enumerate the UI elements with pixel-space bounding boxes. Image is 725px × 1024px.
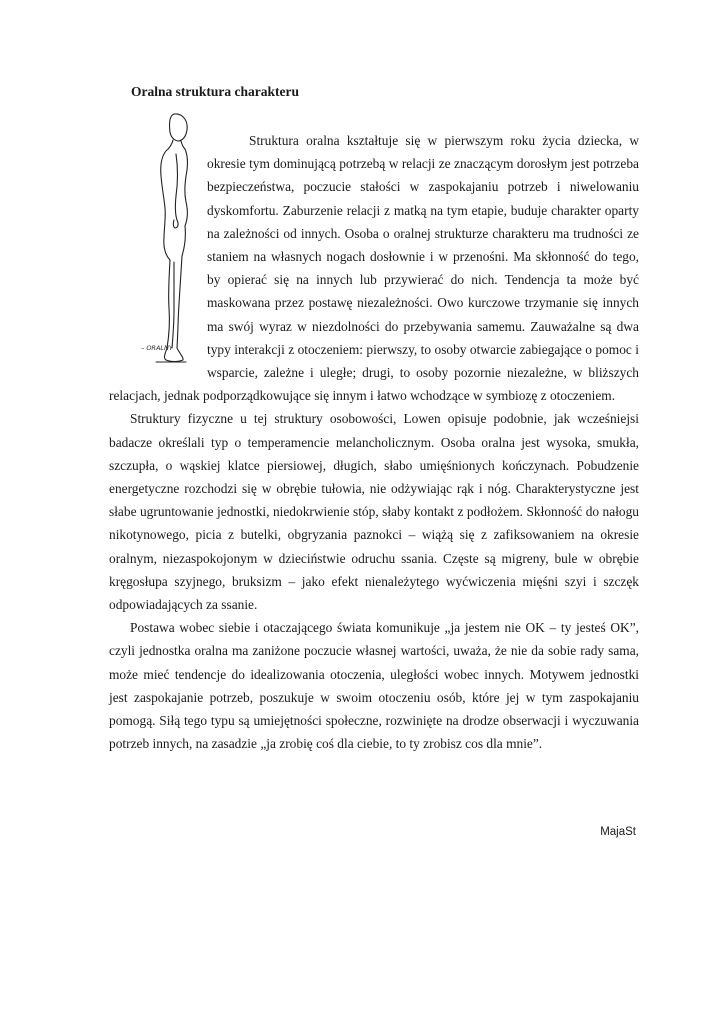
paragraph-3: Postawa wobec siebie i otaczającego świata komunikuje „ja jestem nie OK – ty jesteś OK”, czyli jednostka oralna ma zaniżone poczucie własnej wartości, uważa, że nie da sobie rady sama, może mieć tendencje do idealizowania otoczenia, uległości wobec innych. Motywem jednostki jest zaspokajanie potrzeb, poszukuje w swoim otoczeniu osób, które jej w tym zaspokajaniu pomogą. Siłą tego typu są umiejętności społeczne, rozwinięte na drodze obserwacji i wyczuwania potrzeb innych, na zasadzie „ja zrobię coś dla ciebie, to ty zrobisz cos dla mnie”. bbox=[109, 620, 639, 752]
figure-caption: – ORALNY bbox=[141, 344, 173, 352]
document-title: Oralna struktura charakteru bbox=[131, 84, 299, 99]
author-signature: MajaSt bbox=[600, 826, 636, 838]
document-body bbox=[109, 129, 639, 755]
figure-text-wrap-spacer bbox=[109, 129, 207, 378]
paragraph-1: Struktura oralna kształtuje się w pierwszym roku życia dziecka, w okresie tym dominującą potrzebą w relacji ze znaczącym dorosłym jest potrzeba bezpieczeństwa, poczucie stałości w zaspokajaniu potrzeb i niwelowaniu dyskomfortu. Zaburzenie relacji z matką na tym etapie, buduje charakter oparty na zależności od innych. Osoba o oralnej strukturze charakteru ma trudności ze staniem na własnych nogach dosłownie i w przenośni. Ma skłonność do tego, by opierać się na innych lub przywierać do nich. Tendencja ta może być maskowana przez postawę niezależności. Owo kurczowe trzymanie się innych ma swój wyraz w niezdolności do przebywania samemu. Zauważalne są dwa typy interakcji z otoczeniem: pierwszy, to osoby otwarcie zabiegające o pomoc i wsparcie, zależne i uległe; drugi, to osoby pozornie niezależne, w bliższych relacjach, jednak podporządkowujące się innym i łatwo wchodzące w symbiozę z otoczeniem. bbox=[109, 133, 639, 404]
paragraph-2: Struktury fizyczne u tej struktury osobowości, Lowen opisuje podobnie, jak wcześniejsi badacze określali typ o temperamencie melancholicznym. Osoba oralna jest wysoka, smukła, szczupła, o wąskiej klatce piersiowej, długich, słabo umięśnionych kończynach. Pobudzenie energetyczne rozchodzi się w obrębie tułowia, nie odżywiając rąk i nóg. Charakterystyczne jest słabe ugruntowanie jednostki, niedokrwienie stóp, słaby kontakt z podłożem. Skłonność do nałogu nikotynowego, picia z butelki, obgryzania paznokci – wiążą się z zafiksowaniem na okresie oralnym, niezaspokojonym w dzieciństwie odruchu ssania. Częste są migreny, bule w obrębie kręgosłupa szyjnego, bruksizm – jako efekt nienależytego wyćwiczenia mięśni szyi i szczęk odpowiadających za ssanie. bbox=[109, 411, 639, 613]
